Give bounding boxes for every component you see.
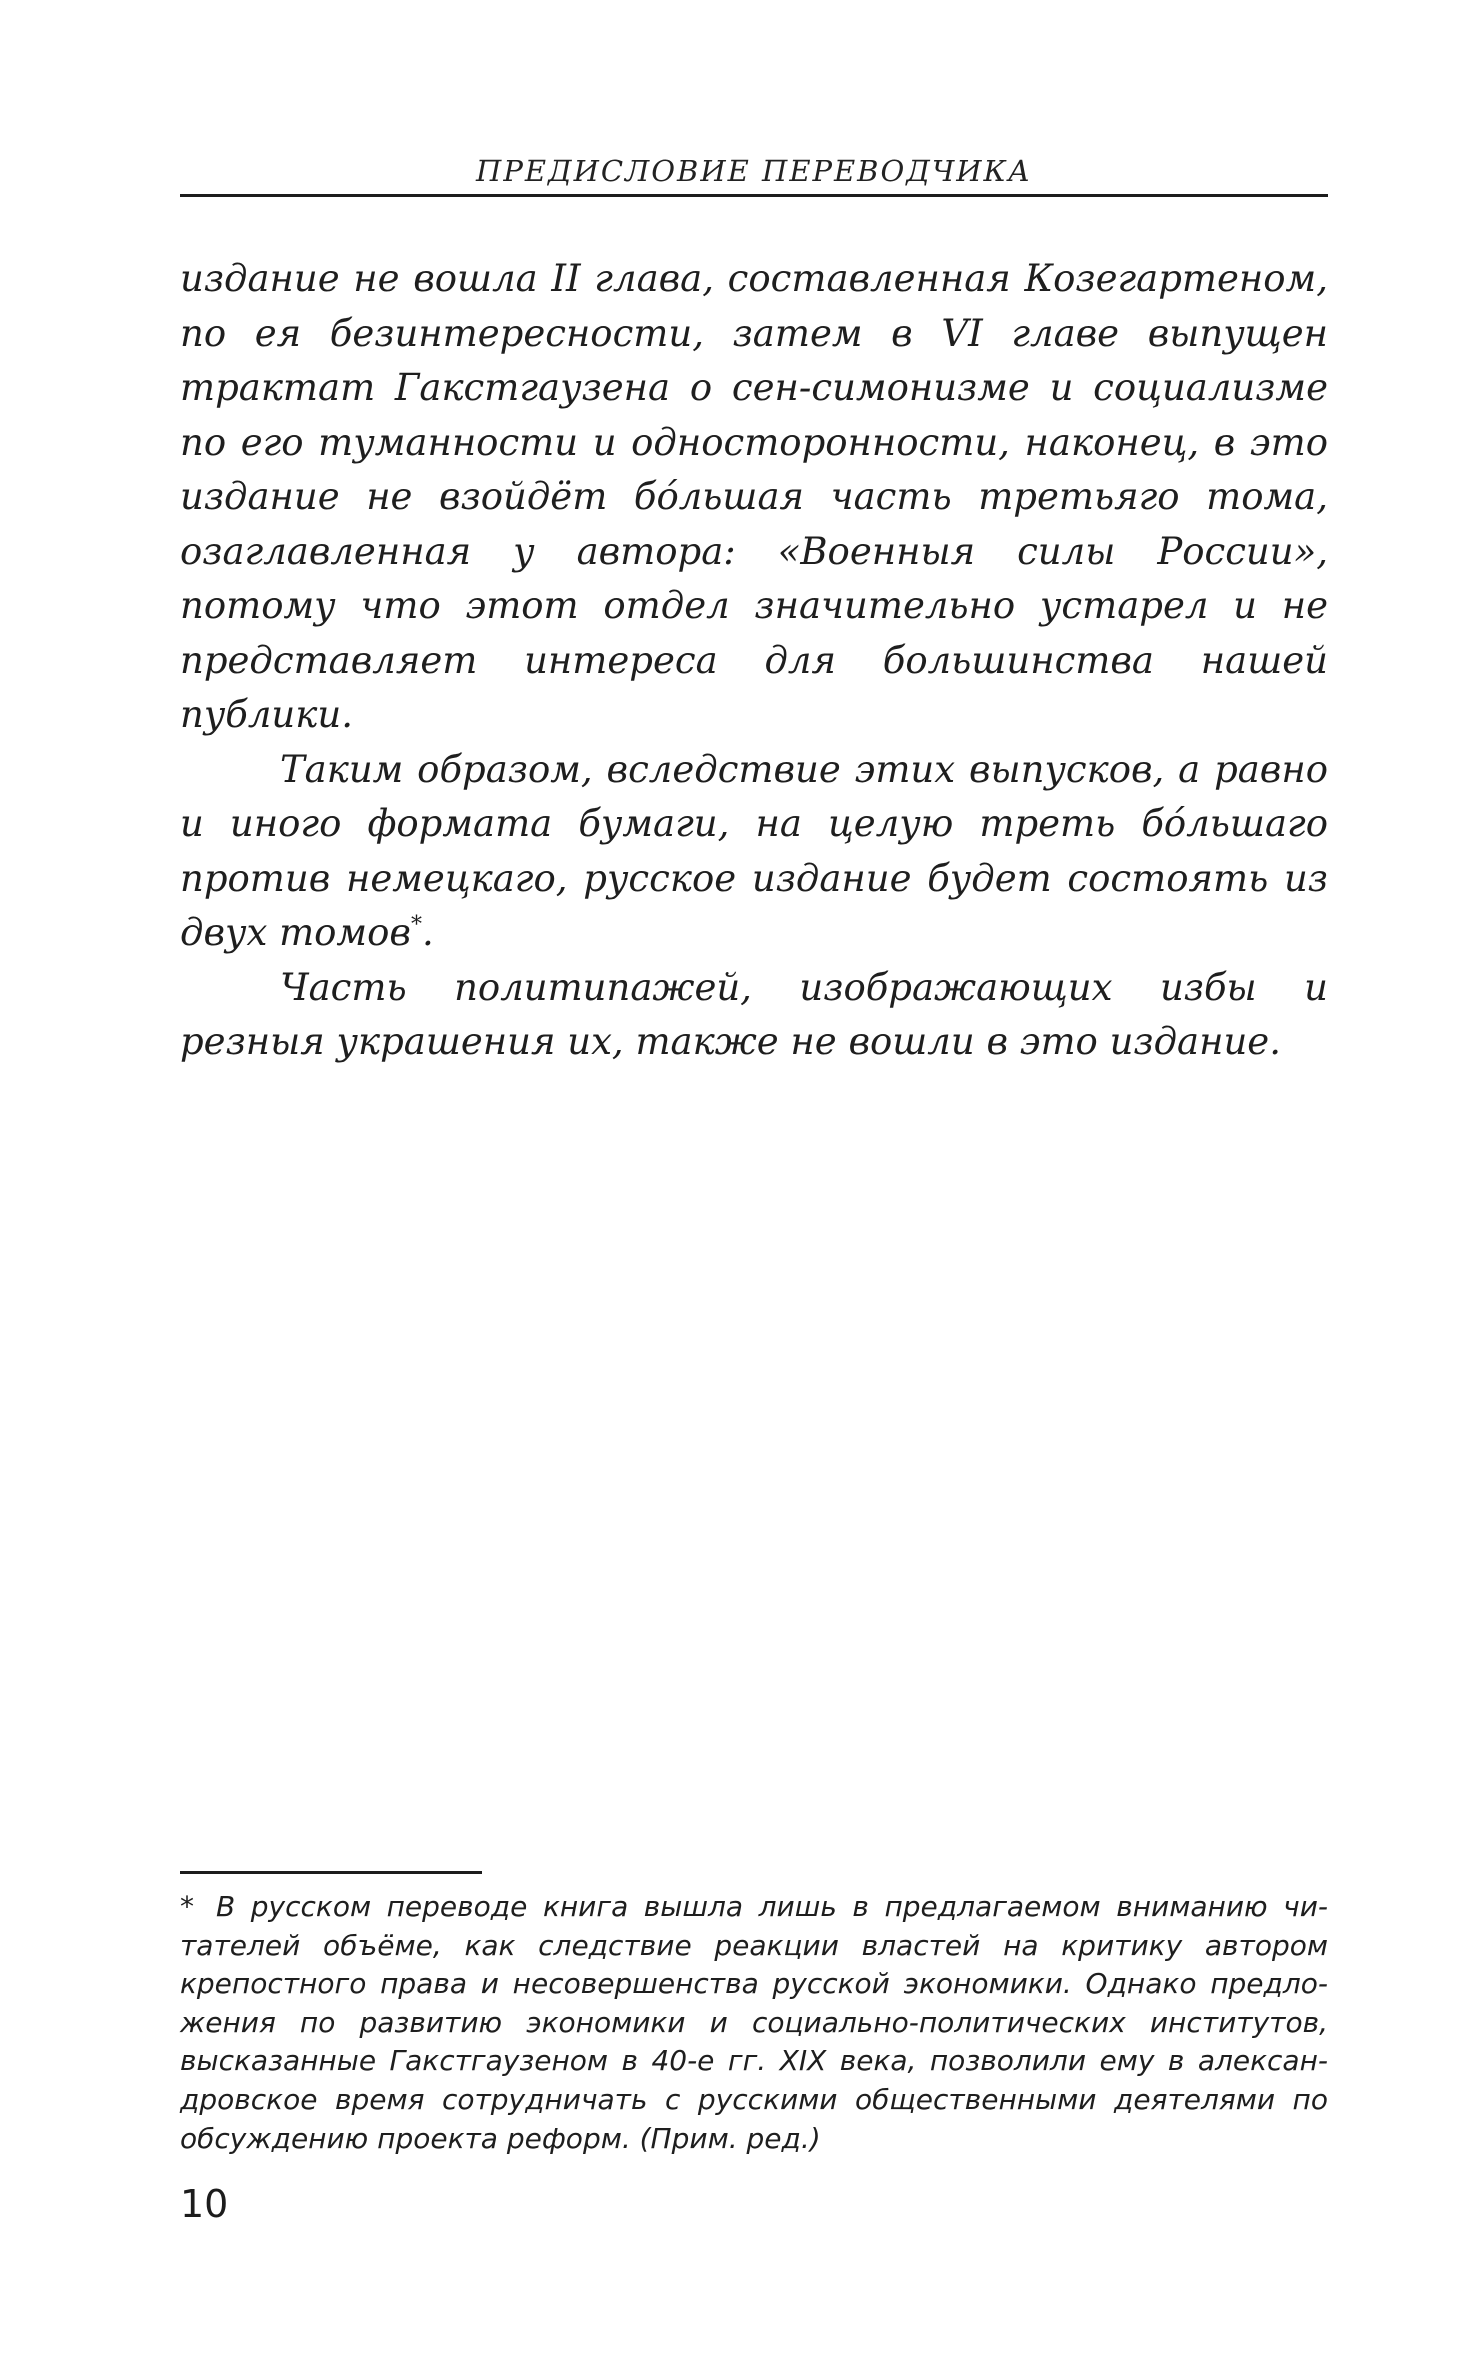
main-text (180, 252, 1328, 1070)
footnote-rule (180, 1871, 482, 1874)
sentence-period: . (421, 911, 434, 954)
paragraph-format-text: Таким образом, вследствие этих выпусков, а равно и иного формата бумаги, на целую треть бóльшаго против немецкаго, русское издание будет состоять из двух томов (180, 747, 1328, 954)
page-number: 10 (180, 2182, 229, 2226)
paragraph-continued: издание не вошла II глава, составленная Козегартеном, по ея безинтересности, затем в VI главе выпущен трактат Гакстгаузена о сен-симонизме и социализме по его туманности и односторонности, наконец, в это издание не взойдёт бóльшая часть третьяго тома, озаглавленная у автора: «Военныя силы России», потому что этот отдел значительно устарел и не представляет интереса для большинства нашей публики. (180, 257, 1328, 736)
footnote-mark: * (180, 1890, 194, 1923)
header-rule (180, 194, 1328, 197)
paragraph-illustrations: Часть политипажей, изображающих избы и резныя украшения их, также не вошли в это издание. (180, 965, 1328, 1063)
running-head: ПРЕДИСЛОВИЕ ПЕРЕВОДЧИКА (476, 154, 1032, 188)
paragraph-format (180, 743, 1328, 961)
footnote-reference[interactable]: * (410, 912, 422, 938)
footnote-text: В русском переводе книга вышла лишь в предлагаемом вниманию читателей объёме, как следствие реакции властей на критику автором крепостного права и несовершенства русской экономики. Однако предложения по развитию экономики и социально-политических институтов, высказанные Гакстгаузеном в 40-е гг. XIX века, позволили ему в александровское время сотрудничать с русскими общественными деятелями по обсуждению проекта реформ. (Прим. ред.) (180, 1890, 1328, 2155)
footnote (180, 1888, 1328, 2158)
